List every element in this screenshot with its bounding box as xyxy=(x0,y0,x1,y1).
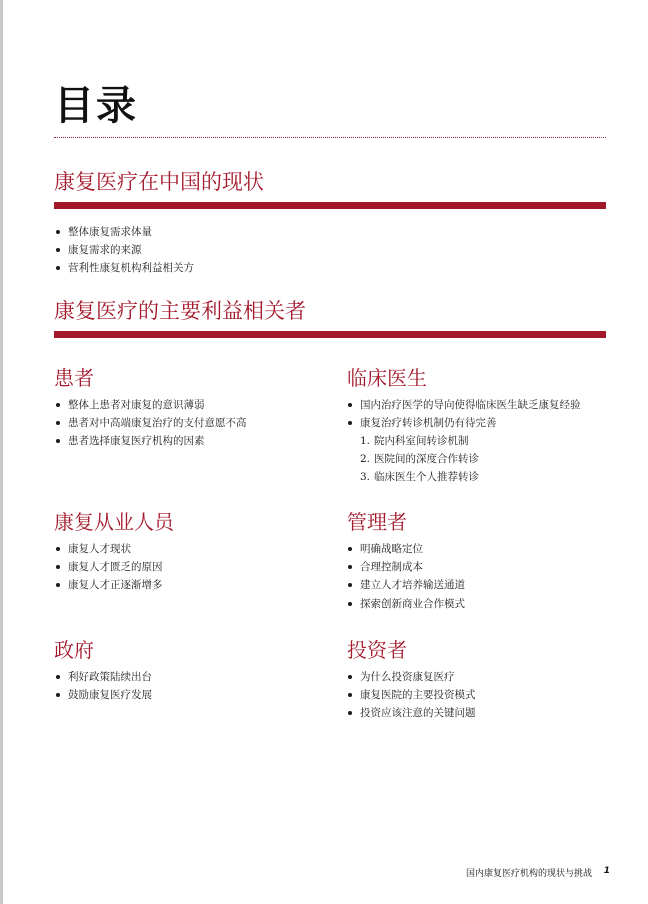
list-item: 利好政策陆续出台 xyxy=(56,668,152,686)
list-item: 投资应该注意的关键问题 xyxy=(348,704,476,722)
list-item: 整体上患者对康复的意识薄弱 xyxy=(56,396,247,414)
list-item: 康复治疗转诊机制仍有待完善 xyxy=(348,414,581,432)
government-list xyxy=(56,668,152,704)
list-item: 康复人才匮乏的原因 xyxy=(56,558,163,576)
list-item: 康复人才现状 xyxy=(56,540,163,558)
page-title: 目录 xyxy=(54,82,138,129)
list-item: 康复需求的来源 xyxy=(56,241,194,259)
bullet-icon xyxy=(348,583,352,587)
list-item: 建立人才培养输送通道 xyxy=(348,576,465,594)
list-item: 合理控制成本 xyxy=(348,558,465,576)
page-edge xyxy=(0,0,3,904)
list-item: 为什么投资康复医疗 xyxy=(348,668,476,686)
bullet-icon xyxy=(56,230,60,234)
list-item: 1. 院内科室间转诊机制 xyxy=(360,435,469,447)
investors-list xyxy=(348,668,476,723)
bullet-icon xyxy=(348,693,352,697)
subheading-government: 政府 xyxy=(54,638,94,662)
list-item: 营利性康复机构利益相关方 xyxy=(56,259,194,277)
list-item: 2. 医院间的深度合作转诊 xyxy=(360,453,479,466)
managers-list xyxy=(348,540,465,613)
list-item: 患者选择康复医疗机构的因素 xyxy=(56,432,247,450)
page-number: 1 xyxy=(603,866,610,876)
subheading-patients: 患者 xyxy=(54,366,94,390)
list-item: 康复人才正逐渐增多 xyxy=(56,576,163,594)
clinicians-list xyxy=(348,396,581,432)
bullet-icon xyxy=(56,547,60,551)
bullet-icon xyxy=(348,675,352,679)
bullet-icon xyxy=(56,421,60,425)
section-heading-stakeholders: 康复医疗的主要利益相关者 xyxy=(54,299,306,323)
bullet-icon xyxy=(56,693,60,697)
bullet-icon xyxy=(348,547,352,551)
list-item: 国内治疗医学的导向使得临床医生缺乏康复经验 xyxy=(348,396,581,414)
bullet-icon xyxy=(56,248,60,252)
patients-list xyxy=(56,396,247,451)
subheading-clinicians: 临床医生 xyxy=(347,366,427,390)
bullet-icon xyxy=(348,711,352,715)
title-divider xyxy=(54,137,606,138)
subheading-managers: 管理者 xyxy=(347,510,407,534)
list-item: 探索创新商业合作模式 xyxy=(348,595,465,613)
bullet-icon xyxy=(56,583,60,587)
bullet-icon xyxy=(348,602,352,606)
bullet-icon xyxy=(348,565,352,569)
list-item: 明确战略定位 xyxy=(348,540,465,558)
bullet-icon xyxy=(56,266,60,270)
list-item: 3. 临床医生个人推荐转诊 xyxy=(360,471,479,484)
bullet-icon xyxy=(56,403,60,407)
bullet-icon xyxy=(56,675,60,679)
list-item: 患者对中高端康复治疗的支付意愿不高 xyxy=(56,414,247,432)
footer-title: 国内康复医疗机构的现状与挑战 xyxy=(465,869,592,879)
section-heading-status: 康复医疗在中国的现状 xyxy=(54,170,264,194)
bullet-icon xyxy=(348,421,352,425)
clinicians-referral-list xyxy=(360,432,479,487)
bullet-icon xyxy=(56,439,60,443)
subheading-investors: 投资者 xyxy=(347,638,407,662)
section-bar-status xyxy=(54,202,606,209)
bullet-icon xyxy=(56,565,60,569)
subheading-practitioners: 康复从业人员 xyxy=(54,510,174,534)
list-item: 鼓励康复医疗发展 xyxy=(56,686,152,704)
practitioners-list xyxy=(56,540,163,595)
bullet-icon xyxy=(348,403,352,407)
status-list xyxy=(56,223,194,278)
section-bar-stakeholders xyxy=(54,331,606,338)
list-item: 康复医院的主要投资模式 xyxy=(348,686,476,704)
list-item: 整体康复需求体量 xyxy=(56,223,194,241)
